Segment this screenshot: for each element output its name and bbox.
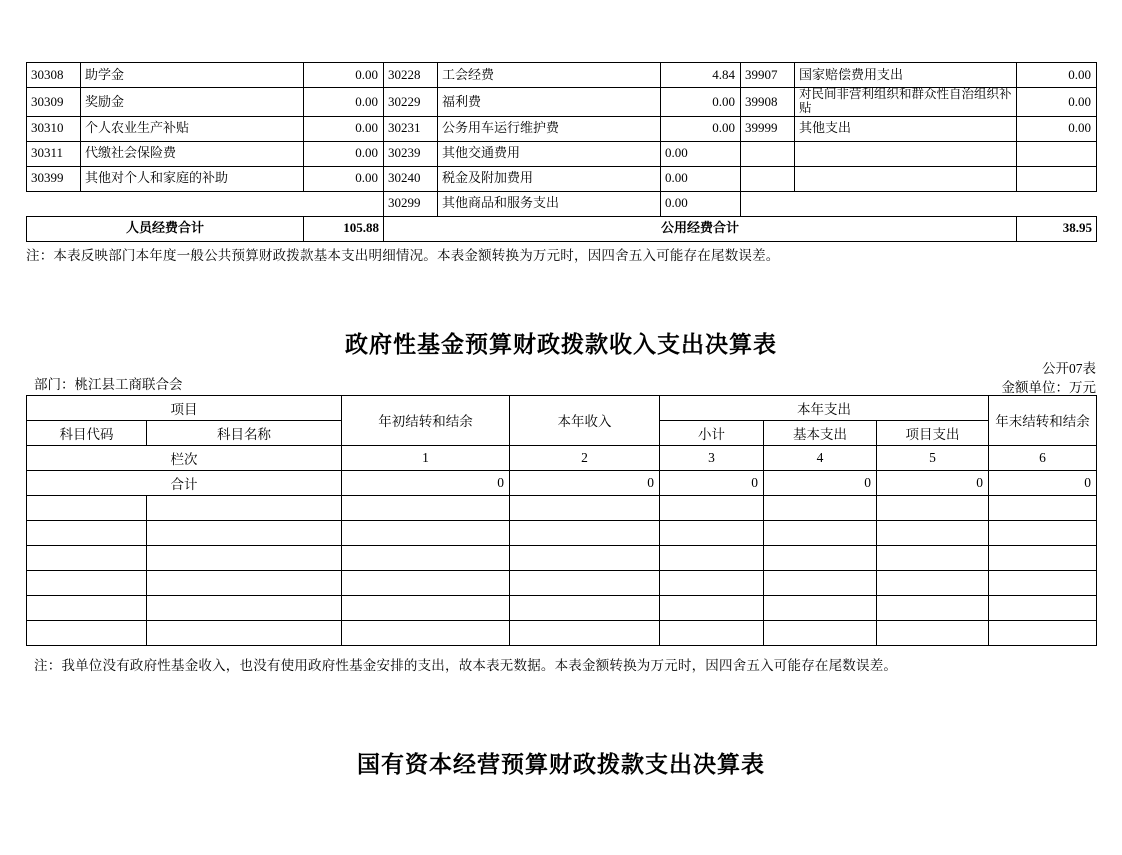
header-item: 项目 <box>27 395 342 420</box>
section2-title: 政府性基金预算财政拨款收入支出决算表 <box>345 331 777 357</box>
code-cell: 30240 <box>384 166 438 191</box>
table-row <box>27 63 1097 88</box>
header-year-income: 本年收入 <box>510 395 660 445</box>
total-value: 0 <box>764 470 877 495</box>
empty-cell <box>27 495 147 520</box>
subject-cell: 个人农业生产补贴 <box>81 116 304 141</box>
table-row <box>27 141 1097 166</box>
empty-data-row <box>27 545 1097 570</box>
value-cell: 0.00 <box>1017 63 1097 88</box>
code-cell: 30309 <box>27 88 81 117</box>
empty-cell <box>27 595 147 620</box>
empty-cell <box>342 620 510 645</box>
empty-cell <box>660 620 764 645</box>
subject-cell: 国家赔偿费用支出 <box>795 63 1017 88</box>
value-cell: 0.00 <box>661 191 741 216</box>
empty-data-row <box>27 495 1097 520</box>
empty-cell <box>989 545 1097 570</box>
header-begin-balance: 年初结转和结余 <box>342 395 510 445</box>
code-cell: 39908 <box>741 88 795 117</box>
value-cell: 0.00 <box>304 63 384 88</box>
empty-cell <box>877 545 989 570</box>
column-number: 3 <box>660 445 764 470</box>
empty-cell <box>795 141 1017 166</box>
header-row <box>27 395 1097 420</box>
empty-cell <box>660 520 764 545</box>
empty-cell <box>510 620 660 645</box>
header-basic-expense: 基本支出 <box>764 420 877 445</box>
total-label: 合计 <box>27 470 342 495</box>
subject-cell: 税金及附加费用 <box>438 166 661 191</box>
empty-cell <box>989 570 1097 595</box>
empty-cell <box>1017 141 1097 166</box>
code-cell: 39999 <box>741 116 795 141</box>
empty-cell <box>741 191 795 216</box>
column-number: 2 <box>510 445 660 470</box>
code-cell: 30308 <box>27 63 81 88</box>
empty-data-row <box>27 620 1097 645</box>
totals-row <box>27 216 1097 241</box>
amount-unit: 金额单位：万元 <box>1001 380 1096 396</box>
value-cell: 0.00 <box>1017 88 1097 117</box>
subject-cell: 公务用车运行维护费 <box>438 116 661 141</box>
empty-cell <box>764 545 877 570</box>
public-total-value: 38.95 <box>1017 216 1097 241</box>
subject-cell: 工会经费 <box>438 63 661 88</box>
value-cell: 4.84 <box>661 63 741 88</box>
value-cell: 0.00 <box>304 116 384 141</box>
empty-cell <box>27 545 147 570</box>
table-row <box>27 88 1097 117</box>
empty-cell <box>877 595 989 620</box>
empty-cell <box>342 570 510 595</box>
empty-cell <box>764 570 877 595</box>
subject-cell: 助学金 <box>81 63 304 88</box>
empty-cell <box>660 595 764 620</box>
subject-cell: 奖励金 <box>81 88 304 117</box>
code-cell: 30399 <box>27 166 81 191</box>
value-cell: 0.00 <box>661 166 741 191</box>
empty-cell <box>741 166 795 191</box>
header-code: 科目代码 <box>27 420 147 445</box>
empty-cell <box>147 595 342 620</box>
empty-cell <box>989 495 1097 520</box>
empty-cell <box>877 620 989 645</box>
subject-cell: 其他商品和服务支出 <box>438 191 661 216</box>
total-value: 0 <box>877 470 989 495</box>
empty-cell <box>764 595 877 620</box>
total-value: 0 <box>342 470 510 495</box>
personnel-total-value: 105.88 <box>304 216 384 241</box>
empty-cell <box>304 191 384 216</box>
value-cell: 0.00 <box>304 141 384 166</box>
empty-cell <box>510 595 660 620</box>
empty-cell <box>1017 166 1097 191</box>
document-page <box>0 62 1122 855</box>
empty-cell <box>510 495 660 520</box>
empty-cell <box>989 520 1097 545</box>
subject-cell: 其他支出 <box>795 116 1017 141</box>
empty-cell <box>660 545 764 570</box>
empty-cell <box>27 520 147 545</box>
total-value: 0 <box>660 470 764 495</box>
public-total-label: 公用经费合计 <box>384 216 1017 241</box>
column-number: 5 <box>877 445 989 470</box>
empty-cell <box>147 495 342 520</box>
department-label: 部门：桃江县工商联合会 <box>34 376 183 392</box>
table-row <box>27 116 1097 141</box>
empty-cell <box>27 191 81 216</box>
header-end-balance: 年末结转和结余 <box>989 395 1097 445</box>
header-subtotal: 小计 <box>660 420 764 445</box>
empty-cell <box>877 570 989 595</box>
code-cell: 39907 <box>741 63 795 88</box>
value-cell: 0.00 <box>304 166 384 191</box>
column-number: 1 <box>342 445 510 470</box>
code-cell: 30231 <box>384 116 438 141</box>
table-row <box>27 191 1097 216</box>
total-value: 0 <box>510 470 660 495</box>
empty-cell <box>764 495 877 520</box>
empty-cell <box>989 595 1097 620</box>
table-row <box>27 166 1097 191</box>
empty-cell <box>660 495 764 520</box>
value-cell: 0.00 <box>661 141 741 166</box>
column-number: 4 <box>764 445 877 470</box>
table1-note: 注：本表反映部门本年度一般公共预算财政拨款基本支出明细情况。本表金额转换为万元时，因四舍五入可能存在尾数误差。 <box>26 247 780 263</box>
total-row <box>27 470 1097 495</box>
empty-cell <box>877 495 989 520</box>
empty-cell <box>27 620 147 645</box>
subject-cell: 福利费 <box>438 88 661 117</box>
empty-cell <box>147 570 342 595</box>
section2-meta <box>26 359 1096 395</box>
column-number: 6 <box>989 445 1097 470</box>
subject-cell: 其他交通费用 <box>438 141 661 166</box>
value-cell: 0.00 <box>1017 116 1097 141</box>
empty-cell <box>342 595 510 620</box>
subject-cell: 对民间非营利组织和群众性自治组织补贴 <box>795 88 1017 117</box>
empty-cell <box>741 141 795 166</box>
personnel-total-label: 人员经费合计 <box>27 216 304 241</box>
expenditure-detail-table <box>26 62 1097 242</box>
empty-cell <box>510 520 660 545</box>
empty-cell <box>795 191 1017 216</box>
code-cell: 30239 <box>384 141 438 166</box>
empty-cell <box>27 570 147 595</box>
empty-cell <box>81 191 304 216</box>
section3-title: 国有资本经营预算财政拨款支出决算表 <box>357 751 765 777</box>
empty-data-row <box>27 570 1097 595</box>
total-value: 0 <box>989 470 1097 495</box>
form-number: 公开07表 <box>1042 360 1096 376</box>
empty-cell <box>989 620 1097 645</box>
column-number-row <box>27 445 1097 470</box>
empty-cell <box>147 620 342 645</box>
code-cell: 30229 <box>384 88 438 117</box>
subject-cell: 代缴社会保险费 <box>81 141 304 166</box>
code-cell: 30311 <box>27 141 81 166</box>
code-cell: 30310 <box>27 116 81 141</box>
government-fund-budget-table <box>26 395 1097 646</box>
header-year-expense: 本年支出 <box>660 395 989 420</box>
empty-cell <box>510 545 660 570</box>
empty-data-row <box>27 595 1097 620</box>
empty-cell <box>764 620 877 645</box>
empty-cell <box>342 495 510 520</box>
empty-data-row <box>27 520 1097 545</box>
empty-cell <box>764 520 877 545</box>
value-cell: 0.00 <box>661 88 741 117</box>
empty-cell <box>877 520 989 545</box>
header-subject: 科目名称 <box>147 420 342 445</box>
empty-cell <box>795 166 1017 191</box>
empty-cell <box>147 545 342 570</box>
value-cell: 0.00 <box>661 116 741 141</box>
empty-cell <box>510 570 660 595</box>
empty-cell <box>147 520 342 545</box>
header-project-expense: 项目支出 <box>877 420 989 445</box>
empty-cell <box>342 545 510 570</box>
empty-cell <box>342 520 510 545</box>
section2-note: 注：我单位没有政府性基金收入，也没有使用政府性基金安排的支出，故本表无数据。本表金额转换为万元时，因四舍五入可能存在尾数误差。 <box>34 657 898 673</box>
column-row-label: 栏次 <box>27 445 342 470</box>
subject-cell: 其他对个人和家庭的补助 <box>81 166 304 191</box>
empty-cell <box>1017 191 1097 216</box>
code-cell: 30299 <box>384 191 438 216</box>
empty-cell <box>660 570 764 595</box>
form-meta <box>1002 359 1097 398</box>
code-cell: 30228 <box>384 63 438 88</box>
value-cell: 0.00 <box>304 88 384 117</box>
